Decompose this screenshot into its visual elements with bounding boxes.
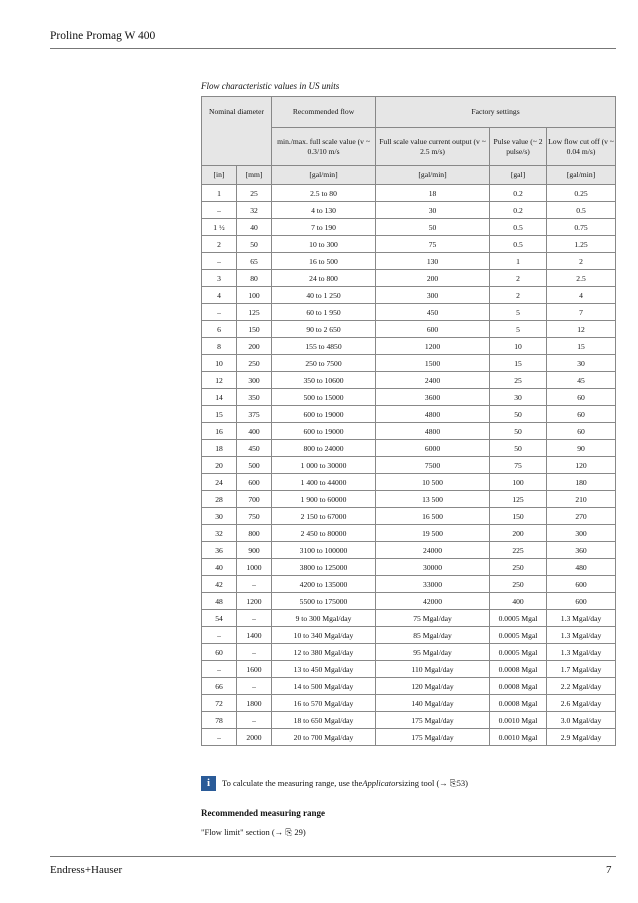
table-row [202, 287, 616, 304]
table-cell: 75 Mgal/day [376, 610, 490, 627]
table-cell: 42 [202, 576, 237, 593]
table-cell: 125 [490, 491, 547, 508]
table-cell: 80 [237, 270, 272, 287]
table-cell: 72 [202, 695, 237, 712]
note-text-after: sizing tool (→ [398, 778, 448, 788]
table-row [202, 559, 616, 576]
table-cell: 16 to 500 [272, 253, 376, 270]
table-cell: 90 to 2 650 [272, 321, 376, 338]
table-cell: 1600 [237, 661, 272, 678]
table-cell: 1.3 Mgal/day [547, 644, 616, 661]
table-cell: 13 500 [376, 491, 490, 508]
table-cell: 4 [547, 287, 616, 304]
table-cell: 120 [547, 457, 616, 474]
table-cell: 0.2 [490, 185, 547, 202]
table-row [202, 508, 616, 525]
table-cell: – [237, 712, 272, 729]
table-row [202, 661, 616, 678]
table-body [202, 185, 616, 746]
table-cell: 270 [547, 508, 616, 525]
table-cell: 60 [547, 389, 616, 406]
table-cell: 60 [547, 423, 616, 440]
table-cell: 0.0005 Mgal [490, 610, 547, 627]
table-cell: 40 [237, 219, 272, 236]
table-cell: 150 [490, 508, 547, 525]
table-cell: 48 [202, 593, 237, 610]
table-cell: 1.3 Mgal/day [547, 627, 616, 644]
table-cell: 7500 [376, 457, 490, 474]
table-cell: 16 500 [376, 508, 490, 525]
footer-divider [50, 856, 616, 857]
table-cell: 800 [237, 525, 272, 542]
table-row [202, 219, 616, 236]
table-cell: 14 to 500 Mgal/day [272, 678, 376, 695]
table-cell: 32 [237, 202, 272, 219]
table-cell: 90 [547, 440, 616, 457]
table-cell: 600 [547, 576, 616, 593]
table-cell: 10 to 340 Mgal/day [272, 627, 376, 644]
table-cell: 1.7 Mgal/day [547, 661, 616, 678]
section-heading: Recommended measuring range [201, 808, 325, 818]
table-cell: 350 to 10600 [272, 372, 376, 389]
table-cell: 4800 [376, 423, 490, 440]
table-cell: 0.0005 Mgal [490, 627, 547, 644]
table-cell: 900 [237, 542, 272, 559]
table-row [202, 423, 616, 440]
table-cell: 5500 to 175000 [272, 593, 376, 610]
table-cell: 16 to 570 Mgal/day [272, 695, 376, 712]
table-row [202, 321, 616, 338]
table-row [202, 202, 616, 219]
table-cell: 100 [237, 287, 272, 304]
table-cell: 40 to 1 250 [272, 287, 376, 304]
unit-header: [gal/min] [376, 166, 490, 185]
unit-header: [gal] [490, 166, 547, 185]
table-cell: 7 to 190 [272, 219, 376, 236]
table-cell: 78 [202, 712, 237, 729]
table-cell: 210 [547, 491, 616, 508]
table-row [202, 236, 616, 253]
table-row [202, 338, 616, 355]
table-cell: – [202, 627, 237, 644]
table-cell: 1.3 Mgal/day [547, 610, 616, 627]
info-icon: i [201, 776, 216, 791]
footer-company: Endress+Hauser [50, 864, 123, 876]
table-cell: 300 [237, 372, 272, 389]
header-divider [50, 48, 616, 49]
table-cell: 2 [202, 236, 237, 253]
table-cell: 450 [237, 440, 272, 457]
table-row [202, 610, 616, 627]
table-cell: 700 [237, 491, 272, 508]
table-row [202, 491, 616, 508]
table-cell: 9 to 300 Mgal/day [272, 610, 376, 627]
table-cell: 15 [547, 338, 616, 355]
flow-characteristics-table [201, 96, 616, 746]
applicator-tool-name: Applicator [362, 778, 399, 788]
table-cell: – [202, 729, 237, 746]
table-cell: – [202, 253, 237, 270]
table-cell: 1400 [237, 627, 272, 644]
table-cell: 85 Mgal/day [376, 627, 490, 644]
table-row [202, 406, 616, 423]
section-text-before: "Flow limit" section (→ [201, 827, 286, 837]
table-cell: 175 Mgal/day [376, 712, 490, 729]
table-cell: 500 [237, 457, 272, 474]
table-cell: 750 [237, 508, 272, 525]
table-cell: 130 [376, 253, 490, 270]
table-cell: 1 400 to 44000 [272, 474, 376, 491]
table-cell: – [237, 678, 272, 695]
table-cell: 300 [376, 287, 490, 304]
table-cell: 30 [202, 508, 237, 525]
table-cell: 50 [490, 406, 547, 423]
table-cell: 2 [490, 287, 547, 304]
unit-header: [gal/min] [547, 166, 616, 185]
table-row [202, 627, 616, 644]
table-cell: 2000 [237, 729, 272, 746]
table-cell: 0.0008 Mgal [490, 678, 547, 695]
table-cell: 24 [202, 474, 237, 491]
pulse-value-header: Pulse value (~ 2 pulse/s) [490, 128, 547, 166]
table-cell: 250 [490, 576, 547, 593]
nominal-diameter-spacer [202, 128, 272, 166]
table-cell: 36 [202, 542, 237, 559]
table-cell: 3 [202, 270, 237, 287]
table-cell: 0.0008 Mgal [490, 695, 547, 712]
table-cell: 200 [490, 525, 547, 542]
table-cell: 140 Mgal/day [376, 695, 490, 712]
table-cell: 500 to 15000 [272, 389, 376, 406]
table-cell: 2 [547, 253, 616, 270]
table-cell: 10 to 300 [272, 236, 376, 253]
table-cell: 4 [202, 287, 237, 304]
note-page-ref: 53) [456, 778, 468, 788]
table-cell: 150 [237, 321, 272, 338]
table-cell: 250 [237, 355, 272, 372]
table-cell: 125 [237, 304, 272, 321]
table-row [202, 253, 616, 270]
table-cell: 60 [547, 406, 616, 423]
note-text: To calculate the measuring range, use the [222, 778, 363, 788]
table-cell: 20 [202, 457, 237, 474]
table-cell: 250 to 7500 [272, 355, 376, 372]
table-cell: 25 [490, 372, 547, 389]
table-cell: 0.2 [490, 202, 547, 219]
table-cell: 155 to 4850 [272, 338, 376, 355]
table-cell: 0.5 [547, 202, 616, 219]
table-cell: 3100 to 100000 [272, 542, 376, 559]
table-cell: 10 500 [376, 474, 490, 491]
table-cell: 50 [376, 219, 490, 236]
table-cell: 600 [376, 321, 490, 338]
table-row [202, 712, 616, 729]
table-cell: 4 to 130 [272, 202, 376, 219]
unit-header: [gal/min] [272, 166, 376, 185]
table-row [202, 389, 616, 406]
table-cell: 0.5 [490, 219, 547, 236]
table-cell: 18 [202, 440, 237, 457]
table-cell: 2.2 Mgal/day [547, 678, 616, 695]
table-cell: 75 [376, 236, 490, 253]
table-cell: 60 to 1 950 [272, 304, 376, 321]
table-cell: 175 Mgal/day [376, 729, 490, 746]
table-cell: 66 [202, 678, 237, 695]
table-row [202, 695, 616, 712]
table-cell: 5 [490, 321, 547, 338]
table-cell: 6 [202, 321, 237, 338]
table-cell: 225 [490, 542, 547, 559]
table-cell: 1 000 to 30000 [272, 457, 376, 474]
table-cell: 120 Mgal/day [376, 678, 490, 695]
table-cell: 0.75 [547, 219, 616, 236]
table-cell: – [237, 644, 272, 661]
table-cell: 30 [490, 389, 547, 406]
table-cell: 18 [376, 185, 490, 202]
table-cell: 30 [547, 355, 616, 372]
table-cell: 10 [490, 338, 547, 355]
fullscale-header: Full scale value current output (v ~ 2.5 m/s) [376, 128, 490, 166]
table-cell: 0.25 [547, 185, 616, 202]
table-cell: 1800 [237, 695, 272, 712]
unit-header: [in] [202, 166, 237, 185]
table-cell: – [237, 610, 272, 627]
table-cell: 600 [237, 474, 272, 491]
table-cell: 45 [547, 372, 616, 389]
table-cell: 200 [237, 338, 272, 355]
table-cell: 2 150 to 67000 [272, 508, 376, 525]
table-cell: 95 Mgal/day [376, 644, 490, 661]
table-cell: 3.0 Mgal/day [547, 712, 616, 729]
table-cell: 65 [237, 253, 272, 270]
table-cell: 19 500 [376, 525, 490, 542]
table-cell: 800 to 24000 [272, 440, 376, 457]
table-cell: 50 [490, 440, 547, 457]
table-cell: 600 [547, 593, 616, 610]
table-row [202, 270, 616, 287]
info-note [201, 774, 468, 792]
table-cell: 2.6 Mgal/day [547, 695, 616, 712]
table-cell: 1 [490, 253, 547, 270]
table-cell: 28 [202, 491, 237, 508]
table-row [202, 304, 616, 321]
table-cell: 250 [490, 559, 547, 576]
table-row [202, 729, 616, 746]
table-cell: 350 [237, 389, 272, 406]
section-text [201, 827, 306, 838]
table-cell: 60 [202, 644, 237, 661]
table-cell: 1200 [237, 593, 272, 610]
table-row [202, 457, 616, 474]
table-row [202, 355, 616, 372]
table-cell: 12 to 380 Mgal/day [272, 644, 376, 661]
table-row [202, 542, 616, 559]
table-cell: 100 [490, 474, 547, 491]
table-caption: Flow characteristic values in US units [201, 81, 340, 91]
table-cell: 180 [547, 474, 616, 491]
table-row [202, 474, 616, 491]
table-cell: 360 [547, 542, 616, 559]
table-row [202, 576, 616, 593]
table-cell: 480 [547, 559, 616, 576]
table-cell: 30 [376, 202, 490, 219]
table-cell: 0.0008 Mgal [490, 661, 547, 678]
table-cell: 8 [202, 338, 237, 355]
table-cell: 600 to 19000 [272, 423, 376, 440]
table-cell: 110 Mgal/day [376, 661, 490, 678]
table-cell: 12 [547, 321, 616, 338]
table-row [202, 593, 616, 610]
table-cell: 24000 [376, 542, 490, 559]
table-cell: 1500 [376, 355, 490, 372]
unit-header: [mm] [237, 166, 272, 185]
table-cell: 600 to 19000 [272, 406, 376, 423]
table-row [202, 525, 616, 542]
page-header-title: Proline Promag W 400 [50, 30, 156, 42]
table-cell: 18 to 650 Mgal/day [272, 712, 376, 729]
table-cell: 42000 [376, 593, 490, 610]
table-cell: 1200 [376, 338, 490, 355]
page-number: 7 [606, 864, 612, 876]
table-cell: 1000 [237, 559, 272, 576]
table-cell: 375 [237, 406, 272, 423]
table-cell: 24 to 800 [272, 270, 376, 287]
table-cell: – [237, 576, 272, 593]
table-cell: 1.25 [547, 236, 616, 253]
table-cell: 400 [237, 423, 272, 440]
table-row [202, 678, 616, 695]
recommended-flow-header: Recommended flow [272, 97, 376, 128]
table-cell: 12 [202, 372, 237, 389]
table-cell: 300 [547, 525, 616, 542]
table-cell: – [202, 202, 237, 219]
table-cell: 2.9 Mgal/day [547, 729, 616, 746]
table-cell: 0.0010 Mgal [490, 712, 547, 729]
table-cell: 2 [490, 270, 547, 287]
table-cell: 30000 [376, 559, 490, 576]
table-cell: 400 [490, 593, 547, 610]
table-cell: 54 [202, 610, 237, 627]
table-cell: 1 900 to 60000 [272, 491, 376, 508]
table-cell: 0.0010 Mgal [490, 729, 547, 746]
table-cell: 14 [202, 389, 237, 406]
table-cell: 25 [237, 185, 272, 202]
table-cell: 15 [202, 406, 237, 423]
table-cell: 2400 [376, 372, 490, 389]
table-cell: 1 ½ [202, 219, 237, 236]
table-cell: 6000 [376, 440, 490, 457]
table-cell: 1 [202, 185, 237, 202]
table-cell: 40 [202, 559, 237, 576]
table-cell: 33000 [376, 576, 490, 593]
low-flow-header: Low flow cut off (v ~ 0.04 m/s) [547, 128, 616, 166]
table-cell: 20 to 700 Mgal/day [272, 729, 376, 746]
minmax-header: min./max. full scale value (v ~ 0.3/10 m/s [272, 128, 376, 166]
table-row [202, 372, 616, 389]
table-cell: 2 450 to 80000 [272, 525, 376, 542]
section-page-ref: 29) [294, 827, 306, 837]
table-cell: 4200 to 135000 [272, 576, 376, 593]
table-row [202, 440, 616, 457]
table-row [202, 644, 616, 661]
table-cell: 32 [202, 525, 237, 542]
factory-settings-header: Factory settings [376, 97, 616, 128]
table-row [202, 185, 616, 202]
table-cell: – [202, 304, 237, 321]
table-cell: 7 [547, 304, 616, 321]
table-cell: 2.5 to 80 [272, 185, 376, 202]
table-cell: 4800 [376, 406, 490, 423]
table-cell: 2.5 [547, 270, 616, 287]
table-cell: 200 [376, 270, 490, 287]
nominal-diameter-header: Nominal diameter [202, 97, 272, 128]
table-cell: 0.0005 Mgal [490, 644, 547, 661]
page-ref-icon: ⎘ [449, 777, 457, 788]
table-cell: 50 [490, 423, 547, 440]
table-cell: 0.5 [490, 236, 547, 253]
table-cell: 75 [490, 457, 547, 474]
table-cell: 16 [202, 423, 237, 440]
table-cell: 5 [490, 304, 547, 321]
table-cell: – [202, 661, 237, 678]
table-cell: 3800 to 125000 [272, 559, 376, 576]
table-cell: 450 [376, 304, 490, 321]
table-cell: 15 [490, 355, 547, 372]
table-cell: 13 to 450 Mgal/day [272, 661, 376, 678]
table-cell: 50 [237, 236, 272, 253]
table-cell: 3600 [376, 389, 490, 406]
page-ref-icon: ⎘ [285, 827, 295, 837]
table-cell: 10 [202, 355, 237, 372]
